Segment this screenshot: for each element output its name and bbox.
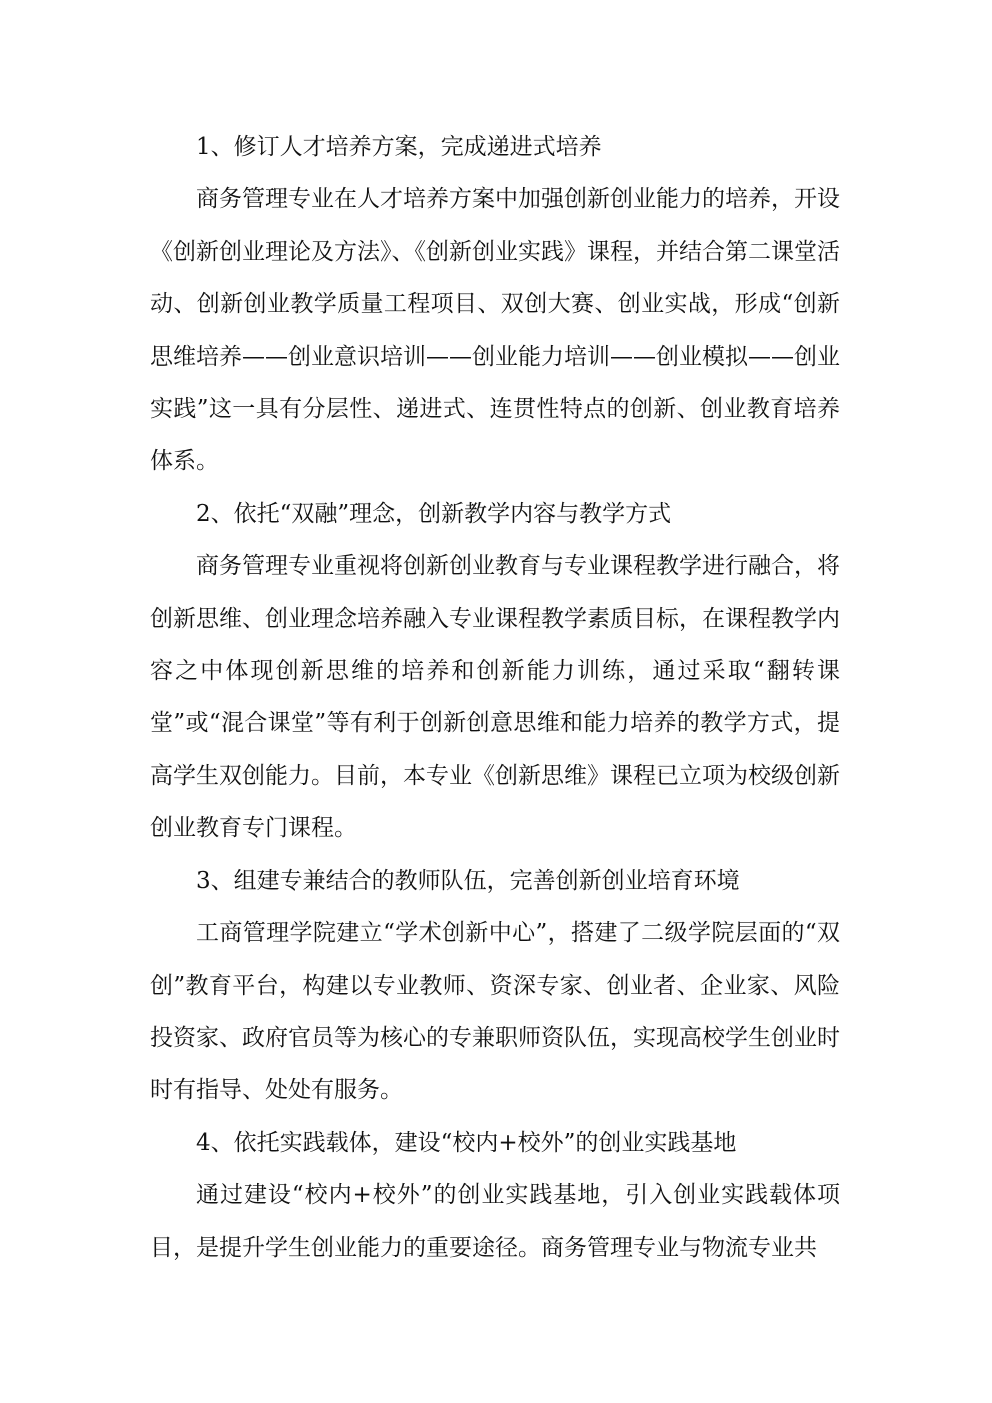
document-body [150,121,840,1274]
section-3-paragraph: 工商管理学院建立“学术创新中心”，搭建了二级学院层面的“双创”教育平台，构建以专业教师、资深专家、创业者、企业家、风险投资家、政府官员等为核心的专兼职师资队伍，实现高校学生创业时时有指导、处处有服务。 [150,920,840,1104]
section-2-heading: 2、依托“双融”理念，创新教学内容与教学方式 [196,500,672,527]
section-4-heading: 4、依托实践载体，建设“校内+校外”的创业实践基地 [196,1129,737,1156]
section-1-heading: 1、修订人才培养方案，完成递进式培养 [196,134,602,160]
section-4-paragraph: 通过建设“校内+校外”的创业实践基地，引入创业实践载体项目，是提升学生创业能力的重要途径。商务管理专业与物流专业共 [150,1182,840,1261]
section-1-paragraph: 商务管理专业在人才培养方案中加强创新创业能力的培养，开设《创新创业理论及方法》、《创新创业实践》课程，并结合第二课堂活动、创新创业教学质量工程项目、双创大赛、创业实战，形成“创新思维培养——创业意识培训——创业能力培训——创业模拟——创业实践”这一具有分层性、递进式、连贯性特点的创新、创业教育培养体系。 [150,186,840,475]
section-2-paragraph: 商务管理专业重视将创新创业教育与专业课程教学进行融合，将创新思维、创业理念培养融入专业课程教学素质目标，在课程教学内容之中体现创新思维的培养和创新能力训练，通过采取“翻转课堂”或“混合课堂”等有利于创新创意思维和能力培养的教学方式，提高学生双创能力。目前，本专业《创新思维》课程已立项为校级创新创业教育专门课程。 [150,553,840,842]
section-3-heading: 3、组建专兼结合的教师队伍，完善创新创业培育环境 [196,867,740,894]
